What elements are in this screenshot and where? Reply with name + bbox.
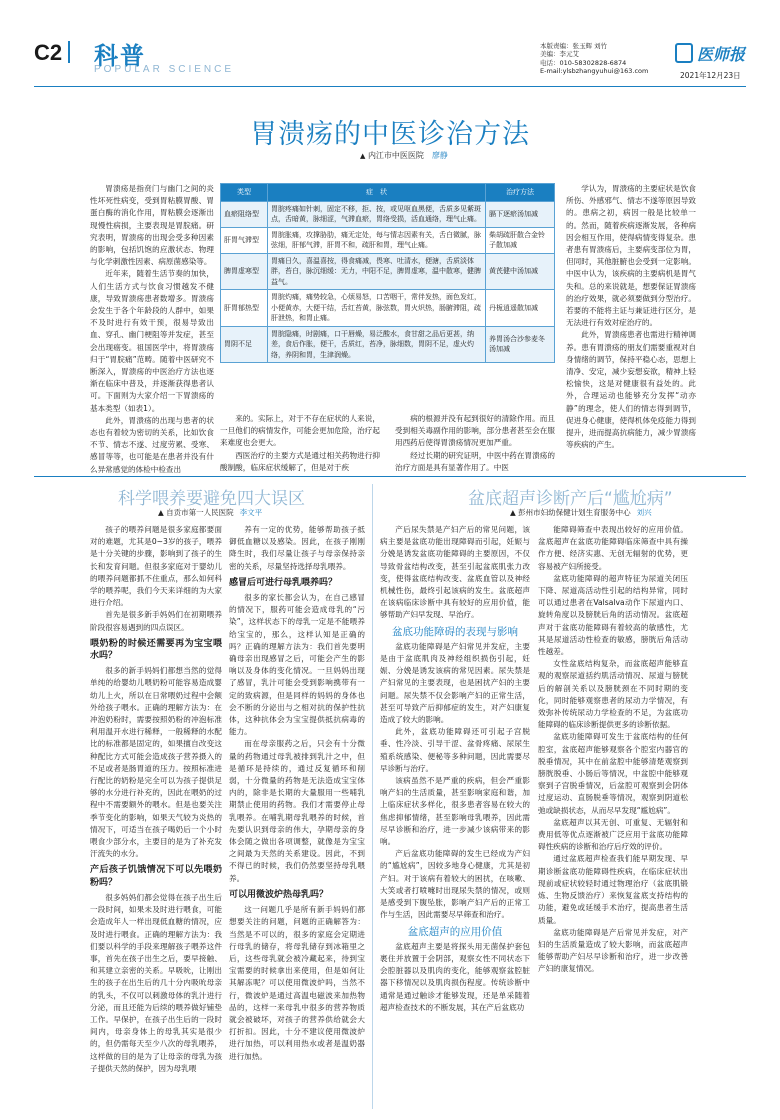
triangle-icon: ▲ (158, 508, 164, 517)
table-cell-symptom: 胃脘灼痛，痛势较急，心烦易怒，口苦咽干，常伴发热，面色发红，小便黄赤，大便干结，舌红苔黄，脉弦数，胃火炽热，肠腑滞阻，疏肝泄热，和胃止痛。 (268, 290, 486, 327)
table-header-cell: 治疗方法 (486, 184, 555, 202)
article3-column-1: 产后尿失禁是产妇产后的常见问题，该病主要是盆底功能出现障碍而引起，妊娠与分娩是诱发盆底功能障碍的主要原因，不仅导致骨盆结构改变，甚至引起盆底肌张力改变，使得盆底结构改变、盆底血管以及神经机械性伤，最终引起该病的发生。盆底超声在该病临床诊断中具有较好的应用价值，能够帮助产妇早发现、早治疗。 盆底功能障碍的表现与影响 盆底功能障碍是产妇常见并发症，主要是由于盆底肌肉及神经组织损伤引起，妊娠、分娩是诱发该病的常见因素。尿失禁是产妇常见的主要表现，也是困扰产妇的主要问题。尿失禁不仅会影响产妇的正常生活，甚至可导致产后抑郁症的发生，对产妇康复造成了较大的影响。 此外，盆底功能障碍还可引起子宫脱垂、性冷淡、引导干涩、盆骨疼痛、尿尿生殖系统感染、便秘等多种问题，因此需要尽早诊断与治疗。 该病虽然不是严重的疾病，但会严重影响产妇的生活质量，甚至影响家庭和谐，加上临床症状多样化，很多患者容易在较大的焦虑抑郁情绪，甚至影响母乳喂养，因此需尽早诊断和治疗，进一步减少该病带来的影响。 产后盆底功能障碍的发生已经成为产妇的“尴尬病”，因较多地身心健康，尤其是初产妇。对于该病有着较大的困扰，在咳嗽、大笑或者打喷嚏时出现尿失禁的情况，或则是感受到下腹坠胀，影响产妇产后的正常工作与生活，因此需要尽早筛查和治疗。 盆底超声的应用价值 盆底超声主要是将探头用无菌保护套包裹住并放置于会阴部，观察女性不同状态下会腔脏器以及肌肉的变化，能够观察盆腔脏器下移情况以及肌肉损伤程度。传统诊断中通常是通过触诊才能够发现，还是单采随着超声检查技术的不断发展，其在产后盆底功 (380, 525, 530, 1012)
table-cell-symptom: 胃脘疼痛如针刺，固定不移，拒、按，或见呕血黑便，舌质多见紫斑点，舌暗黄，脉细涩，气滞血瘀，胃络受损，活血通络，理气止痛。 (268, 201, 486, 227)
article1-column-1: 胃溃疡是指贲门与幽门之间的炎性坏死性病变，受到胃粘膜胃酸、胃蛋白酶的消化作用，胃粘膜会逐渐出现慢性病损，主要表现是胃脘痛。研究表明，胃溃疡的出现会受多种因素的影响，包括饥饱的应激状态、物理与化学刺激性因素、病原菌感染等。 近年来，随着生活节奏的加快，人们生活方式与饮食习惯越发不健康，导致胃溃疡患者数增多。胃溃疡会发生于各个年龄段的人群中，如果不及时进行有效干预，很易导致出血、穿孔、幽门梗阻等并发症，甚至会出现癌变。祖国医学中，将胃溃疡归于“胃脘痛”范畴。随着中医研究不断深入，胃溃疡的中医治疗方法也逐渐在临床中普及，并逐渐获得患者认可。下面则为大家介绍一下胃溃疡的基本类型（如表1）。 此外，胃溃疡的出现与患者的状态也有着较为密切的关系，比如饮食不节、情志不遂、过度劳累、受寒、感冒等等，也可能是在患者并没有什么异常感觉的体检中检查出 (90, 184, 214, 474)
article2-column-1: 孩子的喂养问题是很多家庭都要面对的难题，尤其是0~3岁的孩子，喂养是十分关键的步骤，影响到了孩子的生长和发育问题。但很多家庭对于婴幼儿的喂养问题都抓不住重点，那么如何科学的喂养呢，我们今天来详细的为大家进行介绍。 首先是很多新手妈妈们在初期喂养阶段很容易遇到的四点误区。 喂奶粉的时候还需要再为宝宝喂水吗？ 很多的新手妈妈们都想当然的觉得单纯的给婴幼儿喂奶粉可能容易造成婴幼儿上火，所以在日常喂奶过程中会额外给孩子喂水。正确的理解方法为：在冲泡奶粉时，需要按照奶粉的冲泡标准利用温开水进行稀释，一般稀释的水配比的标准都是固定的，如果擅自改变这种配比方式可能会造成孩子营养摄入的不足或者是肠胃道的压力。按照标准进行配比的奶粉是完全可以为孩子提供足够的水分进行补充的，因此在喂奶的过程中不需要额外的喂水。但是也要关注季节变化的影响，如果天气较为炎热的情况下，可适当在孩子喝奶后一个小时喂食少部分水，主要目的是为了补充发汗流失的水分。 产后孩子饥饿情况下可以先喂奶粉吗？ 很多妈妈们都会觉得在孩子出生后一段时间，如果未及时进行喂食，可能会造成年人一样出现低血糖的情况，应及时进行喂食。正确的理解方法为：我们要以科学的手段来理解孩子喂养这件事，首先在孩子出生之后，要早接触、和其建立亲密的关系。早吸吮，让刚出生的孩子在出生后的几十分内吸吮母亲的乳头，不仅可以刺激母体的乳汁进行分泌，而且还能为后续的喂养做好铺垫工作。早保护，在孩子出生后的一段时间内，母亲身体上的母乳其实是很少的，但仍需每天至少八次的母乳喂养，这样做的目的是为了让母亲的母乳为孩子提供天然的保护，因为母乳喂 (90, 525, 222, 1073)
article2-subheading: 产后孩子饥饿情况下可以先喂奶粉吗？ (90, 865, 222, 888)
section-subtitle: POPULAR SCIENCE (94, 64, 235, 75)
column-rule (372, 484, 373, 1109)
table-cell-symptom: 胃脘胀痛，攻撑胁肋，痛无定处，每与情志因素有关，舌白微腻，脉弦细，肝郁气滞，肝胃不和，疏肝和胃，理气止痛。 (268, 227, 486, 253)
table-header-cell: 类型 (221, 184, 268, 202)
syndrome-table (220, 183, 555, 363)
table-row (221, 201, 555, 227)
table-cell-type: 血瘀阻络型 (221, 201, 268, 227)
section-divider (34, 476, 746, 477)
table-cell-type: 脾胃虚寒型 (221, 253, 268, 290)
article2-subheading: 可以用微波炉热母乳吗？ (229, 889, 329, 900)
article-title: 胃溃疡的中医诊治方法 (250, 119, 530, 150)
logo-icon (675, 43, 693, 63)
article-byline: ▲ 内江市中医医院 廖静 (360, 151, 448, 160)
table-header-row (221, 184, 555, 202)
issue-date: 2021年12月23日 (680, 71, 741, 80)
page-code: C2 (34, 40, 70, 66)
table-cell-symptom: 胃痛日久，喜温喜按，得食痛减，畏寒、吐清水，便溏，舌质淡体胖，苔白，脉沉细缓：无力，中阳不足，脾胃虚寒，温中散寒，健脾益气。 (268, 253, 486, 290)
article-title: 盆底超声诊断产后“尴尬病” (468, 489, 673, 509)
article1-column-3: 病的根源并没有起到很好的清除作用。而且受到相关毒副作用的影响，部分患者甚至会在服用西药后使得胃溃疡情况更加严重。 经过长期的研究证明，中医中药在胃溃疡的治疗方面是具有显著作用了。中医 (395, 414, 555, 472)
page-header (0, 0, 780, 92)
table-row (221, 227, 555, 253)
table-cell-treatment: 丹栀逍遥散加减 (486, 290, 555, 327)
article1-column-2: 来的。实际上，对于不存在症状的人来说，一旦他们的病情发作，可能会更加危险，治疗起来难度也会更大。 西医治疗的主要方式是通过相关药物进行抑酸制酸，临床症状缓解了，但是对于疾 (220, 414, 380, 472)
editor-line: 本版责编：张玉辉 刘竹 (540, 42, 608, 50)
article1-column-4: 学认为，胃溃疡的主要症状是饮食所伤、外感邪气、情志不遂等原因导致的。患病之初，病因一般是比较单一的。然而，随着疾病逐渐发展，各种病因会相互作用，使得病情变得复杂。患者患有胃溃疡后，主要病变部位为胃，但同时，其他脏腑也会受到一定影响。中医中认为，该疾病的主要病机是胃气失和。总的来说就是，想要保证胃溃疡的治疗效果，就必须要做到分型治疗。若要的不能将主证与兼证进行区分，是无法进行有效对症治疗的。 此外，胃溃疡患者也需进行精神调养。患有胃溃疡的朋友们需要重视对自身情绪的调节，保持平稳心态，思想上清净、安定，减少妄想妄欲，精神上轻松愉快，这是对健康很有益处的。此外，合理运动也能够充分发挥“动亦静”的理念，使人们的情志得到调节，促进身心健康，使得机体免疫能力得到提升，进而提高抗病能力，减少胃溃疡等疾病的产生。 (566, 184, 696, 450)
header-rule (34, 86, 746, 87)
table-cell-treatment: 黄芪健中汤加减 (486, 253, 555, 290)
table-cell-type: 胃阴不足 (221, 326, 268, 363)
table-row (221, 290, 555, 327)
masthead-logo: 医师报 (675, 42, 745, 65)
editor-line: E-mail:ylsbzhangyuhui@163.com (540, 67, 649, 76)
triangle-icon: ▲ (360, 152, 366, 160)
table-row (221, 326, 555, 363)
table-cell-treatment: 柴胡疏肝散合金铃子散加减 (486, 227, 555, 253)
page-code-divider (68, 41, 70, 63)
table-cell-symptom: 胃脘隐痛，时剧痛，口干唇燥，易泛酸水，食甘甜之品后更甚，纳差，食后作胀，便干，舌质红，苔净，脉细数，胃阴不足，虚火灼络，养阴和胃，生津润燥。 (268, 326, 486, 363)
editor-info (540, 42, 670, 76)
article-byline: ▲ 自贡市第一人民医院 李文平 (158, 508, 263, 517)
article-byline: ▲ 彭州市妇幼保健计划生育服务中心 刘兴 (510, 508, 652, 517)
table-row (221, 253, 555, 290)
article3-column-2: 能障碍筛查中表现出较好的应用价值。盆底超声在盆底功能障碍临床筛查中具有操作方便、经济实惠、无创无辐射的优势，更容易被产妇所接受。 盆底功能障碍的超声特征为尿道关闭压下降、尿道高活动性引起的结构异常，同时可以通过患者在Valsalva动作下尿道内口、旋转角度以及膀胱后角的活动情况。盆底超声对于盆底功能障碍有着较高的敏感性，尤其是尿道活动性检查的敏感，膀胱后角活动性越差。 女性盆底结构复杂，而盆底超声能够直观的观察尿道括约肌活动情况、尿道与膀胱后的解剖关系以及膀胱颈在不同时期的变化，同时能够观察患者的尿动力学情况，有效弥补传统尿动力学检查的不足，为盆底功能障碍的临床诊断提供更多的诊断依据。 盆底功能障碍可发生于盆底结构的任何腔室，盆底超声能够观察各个腔室内器官的脱垂情况，其中在前盆腔中能够清楚观察到膀胱脱垂、小肠后等情况，中盆腔中能够观察到子宫脱垂情况，后盆腔可观察到会阴体过度运动、直肠脱垂等情况，观察到阴道松弛或缺损状态，从而尽早发现“尴尬病”。 盆底超声以其无创、可重复、无辐射和费用低等优点逐渐被广泛应用于盆底功能障碍性疾病的诊断和治疗后疗效的评价。 通过盆底超声检查我们能早期发现、早期诊断盆底功能障碍性疾病，在临床症状出现前或症状较轻时通过物理治疗（盆底肌锻炼、生物反馈治疗）来恢复盆底支持结构的功能，避免或延缓手术治疗，提高患者生活质量。 盆底功能障碍是产后常见并发症，对产妇的生活质量造成了较大影响，而盆底超声能够帮助产妇尽早诊断和治疗，进一步改善产妇的康复情况。 (538, 525, 688, 974)
article2-subheading: 喂奶粉的时候还需要再为宝宝喂水吗？ (90, 638, 222, 662)
article2-subheading: 感冒后可进行母乳喂养吗？ (229, 577, 338, 588)
triangle-icon: ▲ (510, 508, 516, 517)
article3-subheading: 盆底功能障碍的表现与影响 (392, 625, 518, 638)
table-cell-type: 肝胃气滞型 (221, 227, 268, 253)
table-cell-treatment: 养胃汤合沙参麦冬汤加减 (486, 326, 555, 363)
editor-line: 美编：李元艾 (540, 50, 579, 59)
editor-line: 电话：010-58302828-6874 (540, 58, 627, 67)
article3-subheading: 盆底超声的应用价值 (407, 925, 503, 938)
table-header-cell: 症 状 (268, 184, 486, 202)
table-cell-type: 肝胃郁热型 (221, 290, 268, 327)
article-title: 科学喂养要避免四大误区 (118, 489, 305, 509)
section-title: 科普 (94, 42, 146, 70)
article2-column-2: 养有一定的优势，能够帮助孩子抵御低血糖以及感染。因此，在孩子刚刚降生时，我们尽量让孩子与母亲保持亲密的关系，尽量坚持选择母乳喂养。 感冒后可进行母乳喂养吗？ 很多的家长都会认为，在自己感冒的情况下，服药可能会造成母乳的“污染”，这样状态下的母乳一定是不能喂养给宝宝的，那么，这样认知是正确的吗？正确的理解方法为：我们首先要明确母亲出现感冒之后，可能会产生的影响以及身体的变化情况。一旦妈妈出现了感冒，乳汁可能会受到影响携带有一定的致病源，但是同样的妈妈的身体也会不断的分泌出与之相对抗的保护性抗体，这种抗体会为宝宝提供抵抗病毒的能力。 而在母亲服药之后，只会有十分微量的药物通过母乳被排到乳汁之中，但是循环是持续的，通过反复循环和削弱，十分微量的药物是无法造成宝宝体内的，除非是长期的大量服用一些哺乳期禁止使用的药物。我们才需要停止母乳喂养。在哺乳期母乳喂养的时候，首先要认识到母亲的伟大，孕期母亲的身体会随之做出各项调整，就像是为宝宝之间最为天然的关系建设。因此，不到不得已的时候，我们仍然要坚持母乳喂养。 可以用微波炉热母乳吗？ 这一问题几乎是所有新手妈妈们都想要关注的问题，问题的正确解答为：当然是不可以的，很多的家庭会定期进行母乳的储存，将母乳储存到冰箱里之后，这些母乳就会被冷藏起来，待到宝宝需要的时候拿出来使用，但是如何让其解冻呢？可以使用微波炉吗，当然不行，微波炉是通过高温电磁波来加热物品的，这样一来母乳中很多的营养物质就会被破坏，对孩子的营养供给就会大打折扣。因此，十分不建议使用微波炉进行加热，可以利用热水或者是温奶器进行加热。 (229, 525, 365, 1061)
table-cell-treatment: 膈下逐瘀汤加减 (486, 201, 555, 227)
